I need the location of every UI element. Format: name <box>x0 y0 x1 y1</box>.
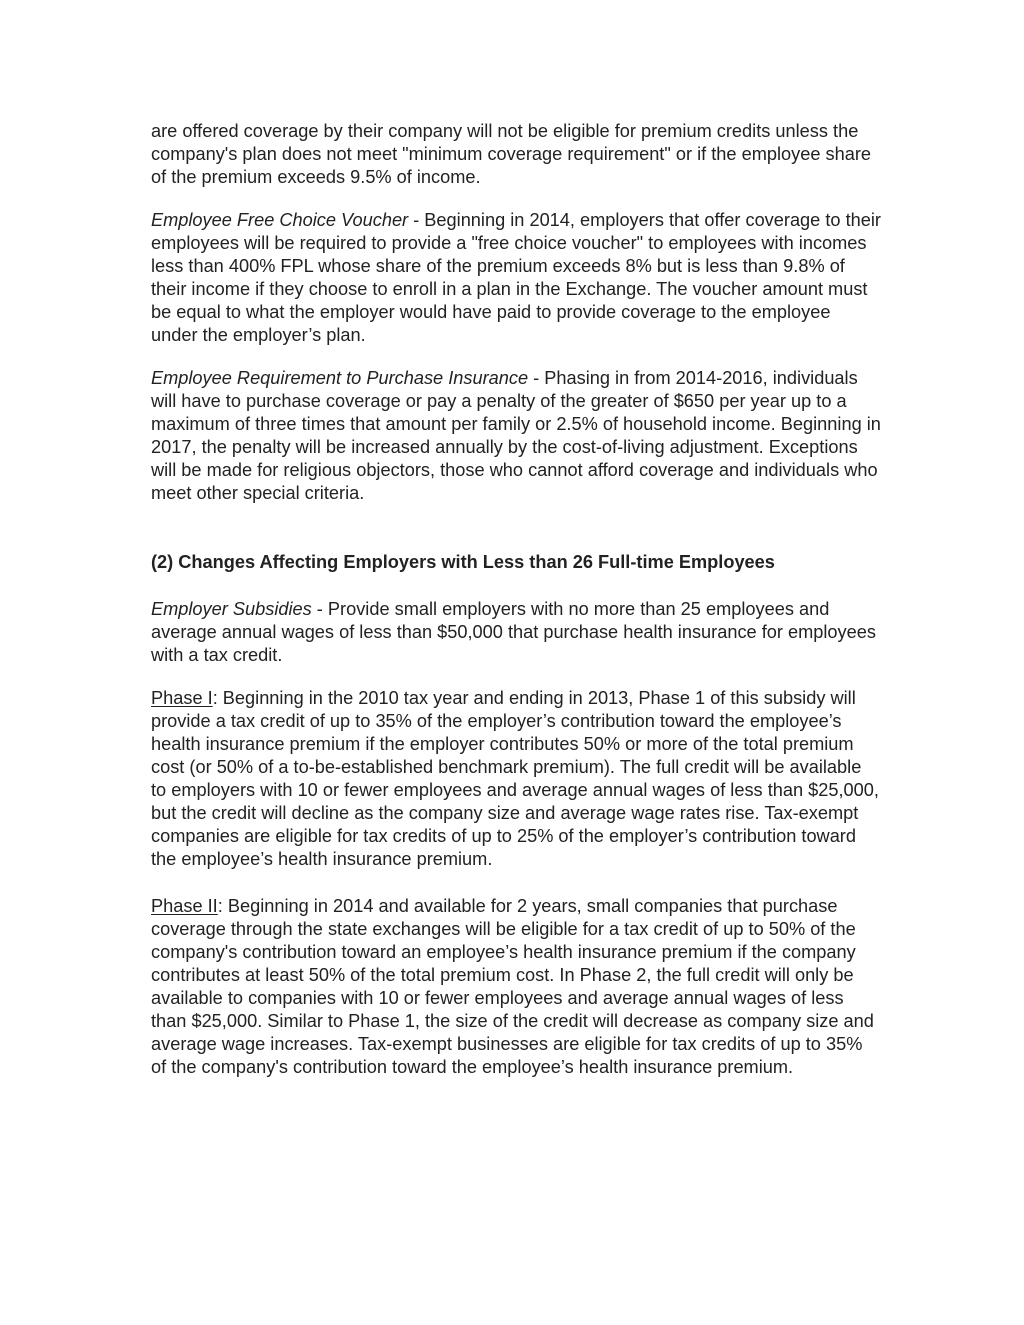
paragraph-phase-1 <box>151 687 881 871</box>
paragraph-purchase-requirement <box>151 367 881 505</box>
term-employee-requirement: Employee Requirement to Purchase Insurance <box>151 368 529 388</box>
term-employer-subsidies: Employer Subsidies <box>151 599 312 619</box>
paragraph-free-choice-voucher <box>151 209 881 347</box>
paragraph-text: : Beginning in the 2010 tax year and ending in 2013, Phase 1 of this subsidy will provide a tax credit of up to 35% of the employer’s contribution toward the employee’s health insurance premium if the employer contributes 50% or more of the total premium cost (or 50% of a to-be-established benchmark premium). The full credit will be available to employers with 10 or fewer employees and average annual wages of less than $25,000, but the credit will decline as the company size and average wage rates rise. Tax-exempt companies are eligible for tax credits of up to 25% of the employer’s contribution toward the employee’s health insurance premium. <box>151 688 879 869</box>
document-page <box>151 120 881 1079</box>
term-phase-2: Phase II <box>151 896 218 916</box>
paragraph-employer-subsidies <box>151 598 881 667</box>
paragraph-text: - Phasing in from 2014-2016, individuals will have to purchase coverage or pay a penalty of the greater of $650 per year up to a maximum of three times that amount per family or 2.5% of household income. Beginning in 2017, the penalty will be increased annually by the cost-of-living adjustment. Exceptions will be made for religious objectors, those who cannot afford coverage and individuals who meet other special criteria. <box>151 368 881 503</box>
paragraph-premium-credits <box>151 120 881 189</box>
paragraph-text: : Beginning in 2014 and available for 2 years, small companies that purchase coverage through the state exchanges will be eligible for a tax credit of up to 50% of the company's contribution toward an employee’s health insurance premium if the company contributes at least 50% of the total premium cost. In Phase 2, the full credit will only be available to companies with 10 or fewer employees and average annual wages of less than $25,000. Similar to Phase 1, the size of the credit will decrease as company size and average wage increases. Tax-exempt businesses are eligible for tax credits of up to 35% of the company's contribution toward the employee’s health insurance premium. <box>151 896 874 1077</box>
term-employee-free-choice-voucher: Employee Free Choice Voucher <box>151 210 409 230</box>
paragraph-phase-2 <box>151 895 881 1079</box>
paragraph-text: - Beginning in 2014, employers that offer coverage to their employees will be required to provide a "free choice voucher" to employees with incomes less than 400% FPL whose share of the premium exceeds 8% but is less than 9.8% of their income if they choose to enroll in a plan in the Exchange. The voucher amount must be equal to what the employer would have paid to provide coverage to the employee under the employer’s plan. <box>151 210 881 345</box>
paragraph-text: - Provide small employers with no more than 25 employees and average annual wages of less than $50,000 that purchase health insurance for employees with a tax credit. <box>151 599 876 665</box>
term-phase-1: Phase I <box>151 688 213 708</box>
section-heading: (2) Changes Affecting Employers with Less than 26 Full-time Employees <box>151 552 775 572</box>
paragraph-text: are offered coverage by their company will not be eligible for premium credits unless the company's plan does not meet "minimum coverage requirement" or if the employee share of the premium exceeds 9.5% of income. <box>151 121 871 187</box>
